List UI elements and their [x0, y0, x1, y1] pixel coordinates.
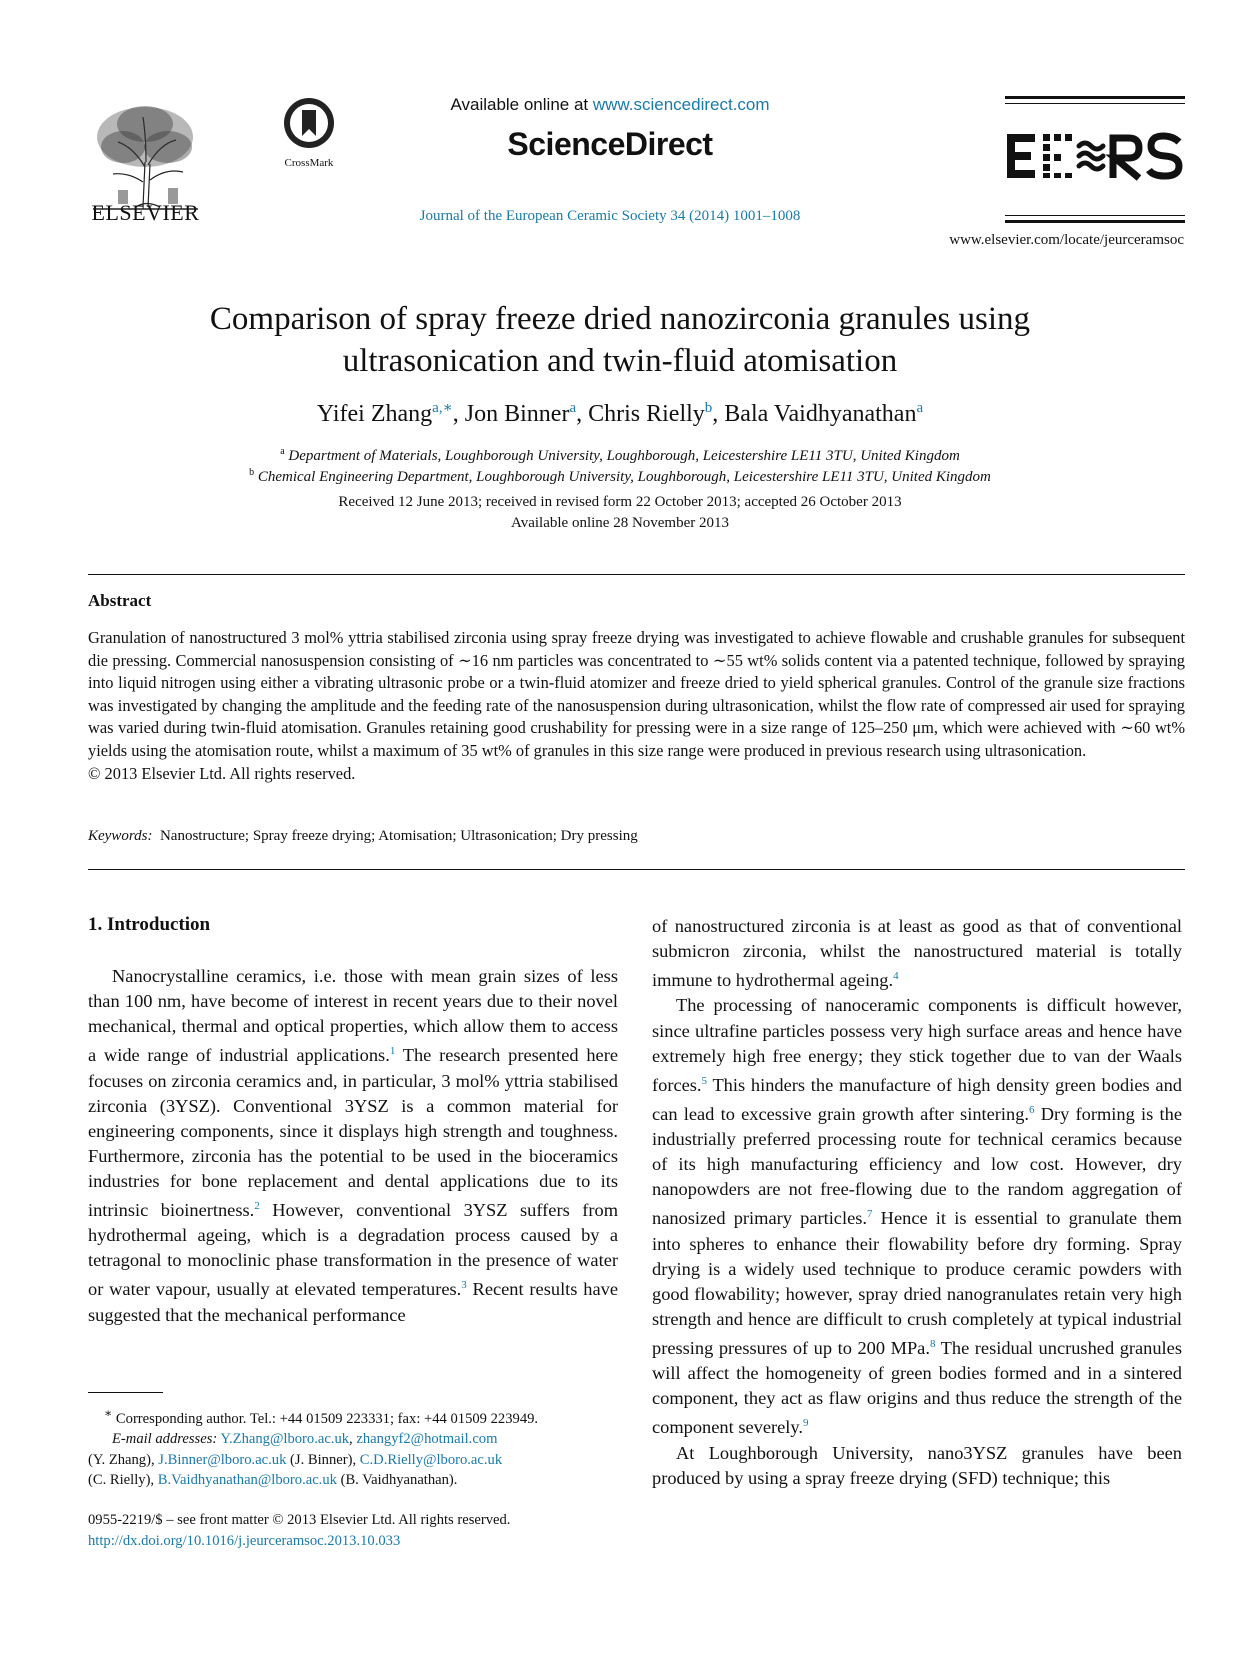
citation-link[interactable]: 6 [1029, 1103, 1035, 1116]
footnote-line [88, 1470, 628, 1491]
crossmark-icon [282, 96, 336, 150]
right-column [652, 914, 1182, 1491]
email-owner: (B. Vaidhyanathan). [336, 1472, 458, 1489]
section-heading-introduction: 1. Introduction [88, 914, 211, 935]
keywords-line [88, 828, 638, 845]
author-separator: , [712, 401, 725, 427]
body-paragraph: At Loughborough University, nano3YSZ granules have been produced by using a spray freeze drying (SFD) technique; this [652, 1442, 1182, 1488]
available-prefix: Available online at [450, 95, 593, 114]
ecers-society-logo [1005, 128, 1185, 184]
footnote-rule [88, 1392, 163, 1393]
text-run: Nanocrystalline ceramics, i.e. those with mean grain sizes of less than 100 nm, have become of interest in recent years due to their novel mechanical, thermal and optical properties, which allow them to access a wide range of industrial applications. [88, 966, 618, 1066]
affiliation-mark: b [249, 467, 255, 478]
author-list [120, 398, 1120, 428]
available-online-date: Available online 28 November 2013 [511, 515, 729, 531]
ecers-bottom-rule-thin [1005, 215, 1185, 216]
author-affiliation-mark[interactable]: a [916, 400, 924, 416]
sciencedirect-link[interactable]: www.sciencedirect.com [592, 95, 770, 114]
citation-link[interactable]: 5 [701, 1074, 708, 1087]
front-matter-block [88, 1510, 510, 1551]
footnote-line [88, 1450, 628, 1471]
keywords-list: Nanostructure; Spray freeze drying; Atomisation; Ultrasonication; Dry pressing [159, 828, 638, 844]
text-run: of nanostructured zirconia is at least as good as that of conventional submicron zirconia, whilst the nanostructured material is totally immune to hydrothermal ageing. [652, 916, 1182, 991]
citation-link[interactable]: 2 [254, 1199, 260, 1212]
journal-homepage-url[interactable]: www.elsevier.com/locate/jeurceramsoc [949, 232, 1184, 248]
citation-link[interactable]: 8 [929, 1338, 936, 1350]
footnote-star: ∗ [104, 1406, 113, 1420]
author-name[interactable]: Yifei Zhang [316, 401, 433, 427]
email-link[interactable]: zhangyf2@hotmail.com [356, 1431, 498, 1448]
abstract-top-rule [88, 574, 1185, 575]
doi-link[interactable]: http://dx.doi.org/10.1016/j.jeurceramsoc.2013.10.033 [88, 1532, 401, 1549]
abstract-bottom-rule [88, 869, 1185, 870]
crossmark-label: CrossMark [284, 157, 334, 169]
footnote-line: E-mail addresses: Y.Zhang@lboro.ac.uk, zhangyf2@hotmail.com [112, 1431, 498, 1448]
affiliation-b [120, 467, 1120, 486]
abstract-body [88, 627, 1185, 785]
author-affiliation-mark[interactable]: b [704, 400, 713, 416]
title-line-2: ultrasonication and twin-fluid atomisation [342, 343, 898, 379]
author-name[interactable]: Bala Vaidhyanathan [724, 401, 917, 427]
affiliation-a [120, 446, 1120, 465]
email-label: E-mail addresses: [112, 1431, 218, 1448]
body-paragraph [652, 914, 1182, 993]
citation-link[interactable]: 7 [867, 1208, 873, 1221]
affiliation-text: Chemical Engineering Department, Loughborough University, Loughborough, Leicestershire LE11 3TU, United Kingdom [257, 469, 991, 485]
author-name[interactable]: Chris Rielly [588, 401, 705, 427]
email-link[interactable]: Y.Zhang@lboro.ac.uk [220, 1431, 350, 1448]
affiliation-text: Department of Materials, Loughborough University, Loughborough, Leicestershire LE11 3TU, United Kingdom [288, 448, 960, 464]
text-run: The processing of nanoceramic components is difficult however, since ultrafine particles possess very high surface areas and hence have extremely high free energy; they stick together due to van der Waals forces. [652, 995, 1182, 1095]
author-separator: , [452, 401, 465, 427]
available-online-line [360, 95, 860, 115]
abstract-rights: © 2013 Elsevier Ltd. All rights reserved. [88, 763, 356, 783]
sciencedirect-wordmark: ScienceDirect [507, 126, 713, 162]
corresponding-text: Corresponding author. Tel.: +44 01509 223331; fax: +44 01509 223949. [112, 1410, 539, 1427]
citation-link[interactable]: 9 [803, 1417, 809, 1430]
article-title [120, 298, 1120, 382]
author-name[interactable]: Jon Binner [464, 401, 570, 427]
author-affiliation-mark[interactable]: a [569, 400, 577, 416]
text-run: The research presented here focuses on zirconia ceramics and, in particular, 3 mol% yttria stabilised zirconia (3YSZ). Conventional 3YSZ is a common material for engineering components, since it displays high strength and toughness. Furthermore, zirconia has the potential to be used in the bioceramics industries for bone replacement and dental applications due to its intrinsic bioinertness. [88, 1045, 618, 1221]
text-run: Dry forming is the industrially preferred processing route for technical ceramics because of its high manufacturing efficiency and low cost. However, dry nanopowders are not free-flowing due to the random aggregation of nanosized primary particles. [652, 1104, 1182, 1229]
abstract-paragraph: Granulation of nanostructured 3 mol% yttria stabilised zirconia using spray freeze drying was investigated to achieve flowable and crushable granules for subsequent die pressing. Commercial nanosuspension consisting of ∼16 nm particles was concentrated to ∼55 wt% solids content via a patented technique, followed by spraying into liquid nitrogen using either a vibrating ultrasonic probe or a twin-fluid atomizer and freeze dried to yield spherical granules. Control of the granule size fractions was investigated by changing the amplitude and the feeding rate of the nanosuspension during ultrasonication, whilst the flow rate of compressed air used for spraying was varied during twin-fluid atomisation. Granules retaining good crushability for pressing were in a size range of 125–250 μm, which were achieved with ∼60 wt% yields using the atomisation route, whilst a maximum of 35 wt% of granules in this size range were produced in previous research using ultrasonication. [88, 628, 1185, 760]
body-paragraph [652, 993, 1182, 1440]
author-affiliation-mark[interactable]: a,∗ [432, 400, 453, 416]
text-run: Recent results have suggested that the mechanical performance [88, 1279, 618, 1325]
email-link[interactable]: B.Vaidhyanathan@lboro.ac.uk [157, 1472, 337, 1489]
title-line-1: Comparison of spray freeze dried nanozirconia granules using [209, 301, 1031, 337]
corresponding-author-footnote [88, 1403, 628, 1491]
issn-line: 0955-2219/$ – see front matter © 2013 Elsevier Ltd. All rights reserved. [88, 1512, 511, 1528]
left-column [88, 964, 618, 1328]
author-separator: , [576, 401, 589, 427]
received-dates: Received 12 June 2013; received in revised form 22 October 2013; accepted 26 October 2013 [338, 494, 902, 510]
affiliation-mark: a [280, 446, 285, 457]
citation-link[interactable]: 1 [389, 1045, 396, 1058]
text-run: This hinders the manufacture of high density green bodies and can lead to excessive grain growth after sintering. [652, 1074, 1182, 1125]
email-owner: (C. Rielly), [88, 1472, 158, 1489]
email-owner: (Y. Zhang), [88, 1451, 159, 1468]
journal-reference-link[interactable]: Journal of the European Ceramic Society 34 (2014) 1001–1008 [419, 208, 801, 224]
ecers-top-rule-thick [1005, 96, 1185, 99]
text-run: The residual uncrushed granules will affect the homogeneity of green bodies formed and in a sintered component, they act as flaw origins and thus reduce the strength of the component severely. [652, 1338, 1182, 1438]
crossmark-badge[interactable] [274, 96, 344, 169]
ecers-top-rule-thin [1005, 103, 1185, 104]
keywords-label: Keywords: [88, 828, 153, 844]
body-paragraph [88, 964, 618, 1328]
email-link[interactable]: J.Binner@lboro.ac.uk [158, 1451, 287, 1468]
text-run: Hence it is essential to granulate them into spheres to enhance their flowability before dry forming. Spray drying is a widely used technique to produce ceramic powders with good flowability; however, spray dried nanogranulates retain very high strength and hence are difficult to crush completely at typical industrial pressing pressures of up to 200 MPa. [652, 1208, 1182, 1359]
email-link[interactable]: C.D.Rielly@lboro.ac.uk [359, 1451, 503, 1468]
text-run: However, conventional 3YSZ suffers from hydrothermal ageing, which is a degradation process caused by a tetragonal to monoclinic phase transformation in the presence of water or water vapour, usually at elevated temperatures. [88, 1200, 619, 1300]
citation-link[interactable]: 3 [461, 1279, 467, 1292]
abstract-heading: Abstract [88, 591, 152, 610]
footnote-line [88, 1403, 628, 1429]
citation-link[interactable]: 4 [893, 970, 899, 983]
elsevier-wordmark: ELSEVIER [91, 200, 200, 225]
email-owner: (J. Binner), [286, 1451, 360, 1468]
ecers-bottom-rule-thick [1005, 220, 1185, 223]
